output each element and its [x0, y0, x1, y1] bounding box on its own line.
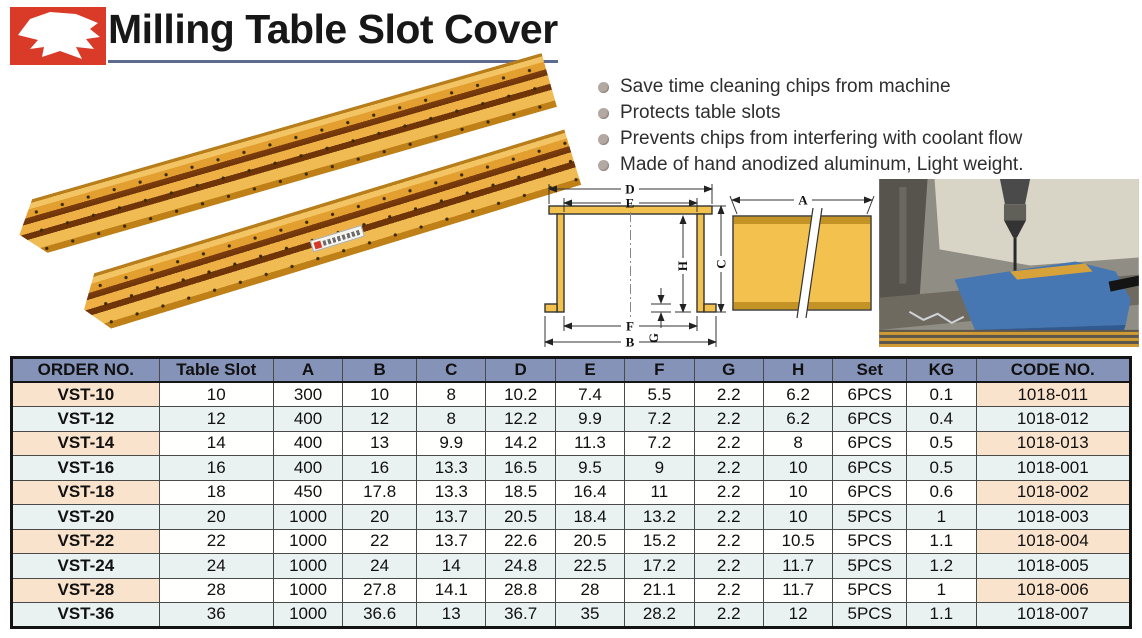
value-cell: 14: [417, 554, 486, 579]
col-header-h: H: [763, 358, 832, 383]
bullet-icon: [598, 108, 609, 119]
value-cell: 9: [625, 456, 694, 481]
order-no-cell: VST-36: [12, 603, 160, 628]
value-cell: 7.4: [555, 382, 624, 407]
value-cell: 10: [763, 505, 832, 530]
value-cell: 0.5: [907, 456, 976, 481]
value-cell: 13.3: [417, 456, 486, 481]
value-cell: 28: [159, 578, 273, 603]
code-no-cell: 1018-011: [976, 382, 1130, 407]
order-no-cell: VST-10: [12, 382, 160, 407]
value-cell: 13.2: [625, 505, 694, 530]
col-header-f: F: [625, 358, 694, 383]
value-cell: 24.8: [486, 554, 555, 579]
value-cell: 13.7: [417, 505, 486, 530]
value-cell: 20: [343, 505, 417, 530]
dim-label-b: B: [625, 334, 635, 350]
value-cell: 6PCS: [833, 382, 907, 407]
cross-section-diagram: [533, 176, 729, 350]
value-cell: 9.5: [555, 456, 624, 481]
value-cell: 35: [555, 603, 624, 628]
col-header-table-slot: Table Slot: [159, 358, 273, 383]
value-cell: 9.9: [555, 407, 624, 432]
value-cell: 13: [343, 431, 417, 456]
value-cell: 17.8: [343, 480, 417, 505]
value-cell: 450: [273, 480, 342, 505]
value-cell: 28: [555, 578, 624, 603]
value-cell: 10: [343, 382, 417, 407]
value-cell: 1.1: [907, 529, 976, 554]
value-cell: 18: [159, 480, 273, 505]
value-cell: 300: [273, 382, 342, 407]
value-cell: 27.8: [343, 578, 417, 603]
value-cell: 6PCS: [833, 431, 907, 456]
value-cell: 16: [343, 456, 417, 481]
value-cell: 10.2: [486, 382, 555, 407]
value-cell: 2.2: [694, 554, 763, 579]
col-header-g: G: [694, 358, 763, 383]
order-no-cell: VST-12: [12, 407, 160, 432]
feature-text: Prevents chips from interfering with coolant flow: [620, 128, 1023, 149]
table-row: [12, 505, 1131, 530]
spec-table-body: [12, 382, 1131, 627]
value-cell: 7.2: [625, 407, 694, 432]
value-cell: 15.2: [625, 529, 694, 554]
value-cell: 13.3: [417, 480, 486, 505]
value-cell: 1.2: [907, 554, 976, 579]
value-cell: 11.7: [763, 578, 832, 603]
order-no-cell: VST-22: [12, 529, 160, 554]
value-cell: 11: [625, 480, 694, 505]
feature-item: [598, 74, 1023, 100]
bullet-icon: [598, 134, 609, 145]
col-header-a: A: [273, 358, 342, 383]
value-cell: 13: [417, 603, 486, 628]
value-cell: 20: [159, 505, 273, 530]
value-cell: 14.1: [417, 578, 486, 603]
col-header-e: E: [555, 358, 624, 383]
value-cell: 10.5: [763, 529, 832, 554]
value-cell: 0.5: [907, 431, 976, 456]
value-cell: 20.5: [486, 505, 555, 530]
col-header-d: D: [486, 358, 555, 383]
value-cell: 10: [159, 382, 273, 407]
value-cell: 400: [273, 407, 342, 432]
value-cell: 7.2: [625, 431, 694, 456]
product-image: [0, 78, 585, 354]
value-cell: 1.1: [907, 603, 976, 628]
col-header-order-no: ORDER NO.: [12, 358, 160, 383]
value-cell: 0.6: [907, 480, 976, 505]
value-cell: 2.2: [694, 480, 763, 505]
value-cell: 28.8: [486, 578, 555, 603]
value-cell: 16: [159, 456, 273, 481]
order-no-cell: VST-20: [12, 505, 160, 530]
value-cell: 2.2: [694, 456, 763, 481]
value-cell: 8: [417, 382, 486, 407]
code-no-cell: 1018-004: [976, 529, 1130, 554]
value-cell: 22.6: [486, 529, 555, 554]
value-cell: 20.5: [555, 529, 624, 554]
table-row: [12, 554, 1131, 579]
value-cell: 28.2: [625, 603, 694, 628]
value-cell: 2.2: [694, 431, 763, 456]
value-cell: 5.5: [625, 382, 694, 407]
value-cell: 9.9: [417, 431, 486, 456]
order-no-cell: VST-16: [12, 456, 160, 481]
dim-label-e: E: [625, 195, 635, 211]
value-cell: 36.6: [343, 603, 417, 628]
code-no-cell: 1018-002: [976, 480, 1130, 505]
value-cell: 2.2: [694, 382, 763, 407]
value-cell: 22.5: [555, 554, 624, 579]
brand-mark-icon: [313, 241, 322, 250]
value-cell: 12: [343, 407, 417, 432]
code-no-cell: 1018-013: [976, 431, 1130, 456]
value-cell: 12: [159, 407, 273, 432]
value-cell: 21.1: [625, 578, 694, 603]
value-cell: 5PCS: [833, 578, 907, 603]
code-no-cell: 1018-001: [976, 456, 1130, 481]
code-no-cell: 1018-007: [976, 603, 1130, 628]
eagle-logo-icon: [10, 7, 106, 65]
value-cell: 1000: [273, 554, 342, 579]
value-cell: 1: [907, 578, 976, 603]
value-cell: 11.7: [763, 554, 832, 579]
col-header-set: Set: [833, 358, 907, 383]
value-cell: 2.2: [694, 529, 763, 554]
table-row: [12, 529, 1131, 554]
feature-list: [598, 74, 1023, 178]
value-cell: 14: [159, 431, 273, 456]
value-cell: 2.2: [694, 407, 763, 432]
value-cell: 1000: [273, 529, 342, 554]
dim-label-f: F: [626, 318, 634, 334]
value-cell: 10: [763, 480, 832, 505]
value-cell: 6PCS: [833, 407, 907, 432]
col-header-kg: KG: [907, 358, 976, 383]
value-cell: 24: [343, 554, 417, 579]
value-cell: 10: [763, 456, 832, 481]
value-cell: 17.2: [625, 554, 694, 579]
value-cell: 2.2: [694, 578, 763, 603]
dim-label-g: G: [646, 332, 661, 344]
value-cell: 0.4: [907, 407, 976, 432]
value-cell: 5PCS: [833, 554, 907, 579]
feature-item: [598, 100, 1023, 126]
table-row: [12, 407, 1131, 432]
top-view-diagram: [727, 184, 877, 334]
dim-label-c: C: [713, 259, 729, 269]
value-cell: 0.1: [907, 382, 976, 407]
dim-label-h: H: [675, 260, 690, 272]
value-cell: 12.2: [486, 407, 555, 432]
value-cell: 16.4: [555, 480, 624, 505]
value-cell: 18.4: [555, 505, 624, 530]
table-row: [12, 480, 1131, 505]
feature-item: [598, 152, 1023, 178]
value-cell: 1000: [273, 505, 342, 530]
feature-text: Protects table slots: [620, 102, 781, 123]
bullet-icon: [598, 160, 609, 171]
table-row: [12, 456, 1131, 481]
value-cell: 1000: [273, 578, 342, 603]
value-cell: 5PCS: [833, 505, 907, 530]
value-cell: 5PCS: [833, 529, 907, 554]
spec-table: [10, 356, 1132, 629]
dim-label-d: D: [625, 181, 635, 197]
feature-text: Save time cleaning chips from machine: [620, 76, 951, 97]
value-cell: 6.2: [763, 407, 832, 432]
value-cell: 8: [417, 407, 486, 432]
code-no-cell: 1018-012: [976, 407, 1130, 432]
value-cell: 14.2: [486, 431, 555, 456]
value-cell: 36: [159, 603, 273, 628]
value-cell: 13.7: [417, 529, 486, 554]
value-cell: 22: [343, 529, 417, 554]
value-cell: 36.7: [486, 603, 555, 628]
feature-text: Made of hand anodized aluminum, Light weight.: [620, 154, 1024, 175]
code-no-cell: 1018-006: [976, 578, 1130, 603]
code-no-cell: 1018-005: [976, 554, 1130, 579]
value-cell: 400: [273, 431, 342, 456]
brand-label: [309, 226, 364, 253]
value-cell: 6PCS: [833, 456, 907, 481]
feature-item: [598, 126, 1023, 152]
value-cell: 2.2: [694, 603, 763, 628]
value-cell: 8: [763, 431, 832, 456]
order-no-cell: VST-14: [12, 431, 160, 456]
value-cell: 6.2: [763, 382, 832, 407]
label-text-smudge: [322, 230, 361, 246]
col-header-code-no: CODE NO.: [976, 358, 1130, 383]
table-row: [12, 578, 1131, 603]
code-no-cell: 1018-003: [976, 505, 1130, 530]
table-row: [12, 431, 1131, 456]
value-cell: 22: [159, 529, 273, 554]
col-header-c: C: [417, 358, 486, 383]
machine-photo: [879, 179, 1139, 347]
table-header-row: [12, 358, 1131, 383]
spec-table-wrap: [10, 356, 1132, 629]
bullet-icon: [598, 82, 609, 93]
table-row: [12, 603, 1131, 628]
order-no-cell: VST-24: [12, 554, 160, 579]
value-cell: 11.3: [555, 431, 624, 456]
value-cell: 6PCS: [833, 480, 907, 505]
value-cell: 5PCS: [833, 603, 907, 628]
order-no-cell: VST-18: [12, 480, 160, 505]
value-cell: 12: [763, 603, 832, 628]
table-row: [12, 382, 1131, 407]
value-cell: 24: [159, 554, 273, 579]
order-no-cell: VST-28: [12, 578, 160, 603]
dim-label-a: A: [798, 192, 808, 208]
value-cell: 18.5: [486, 480, 555, 505]
page-title: Milling Table Slot Cover: [108, 2, 558, 63]
col-header-b: B: [343, 358, 417, 383]
value-cell: 1000: [273, 603, 342, 628]
value-cell: 16.5: [486, 456, 555, 481]
value-cell: 2.2: [694, 505, 763, 530]
value-cell: 400: [273, 456, 342, 481]
value-cell: 1: [907, 505, 976, 530]
